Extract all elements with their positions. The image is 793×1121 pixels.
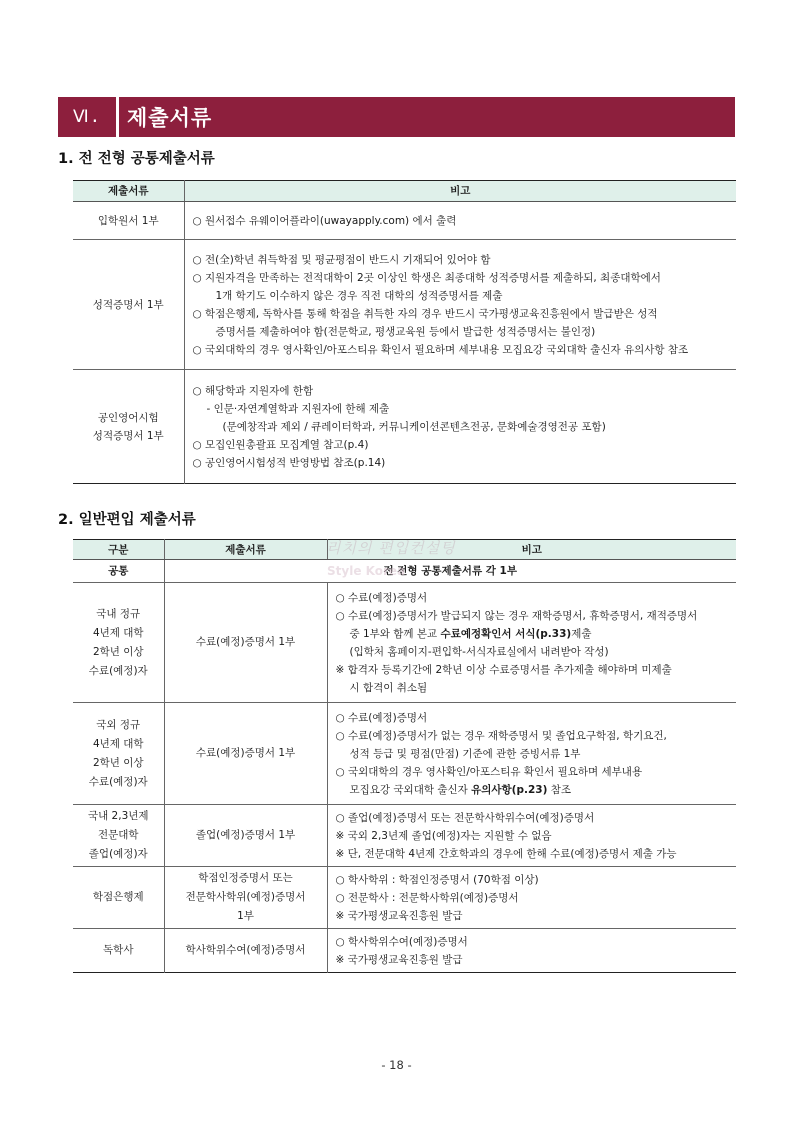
document-cell: 졸업(예정)증명서 1부	[164, 805, 327, 867]
table-row	[73, 202, 736, 240]
notice-reference: 유의사항(p.23)	[471, 783, 548, 796]
watermark-subtext: Style Korea	[327, 564, 406, 578]
header-remarks: 비고	[327, 540, 736, 560]
table-header-row	[73, 540, 736, 560]
remarks-cell: ○ 학사학위 : 학점인정증명서 (70학점 이상) ○ 전문학사 : 전문학사학위(예정)증명서 ※ 국가평생교육진흥원 발급	[327, 867, 736, 929]
document-cell: 학사학위수여(예정)증명서	[164, 929, 327, 973]
category-cell: 국내 정규 4년제 대학 2학년 이상 수료(예정)자	[73, 583, 164, 703]
remarks-cell: ○ 수료(예정)증명서 ○ 수료(예정)증명서가 없는 경우 재학증명서 및 졸업요구학점, 학기요건, 성적 등급 및 평점(만점) 기준에 관한 증빙서류 1부 ○ 국외대학의 경우 영사확인/아포스티유 확인서 필요하며 세부내용 모집요강 국외대학 출신자 유의사항(p.23) 참조	[327, 703, 736, 805]
category-cell: 국내 2,3년제 전문대학 졸업(예정)자	[73, 805, 164, 867]
page-number: - 18 -	[381, 1058, 412, 1072]
header-remarks: 비고	[184, 181, 736, 202]
table-row	[73, 240, 736, 370]
table-row	[73, 583, 736, 703]
common-text: 전 전형 공통제출서류 각 1부	[164, 560, 736, 583]
table-row	[73, 929, 736, 973]
header-document: 제출서류	[164, 540, 327, 560]
document-cell: 수료(예정)증명서 1부	[164, 583, 327, 703]
document-name: 성적증명서 1부	[73, 240, 184, 370]
form-reference: 수료예정확인서 서식(p.33)	[440, 627, 572, 640]
common-row	[73, 560, 736, 583]
category-cell: 학점은행제	[73, 867, 164, 929]
table-row	[73, 805, 736, 867]
remarks-cell: ○ 졸업(예정)증명서 또는 전문학사학위수여(예정)증명서 ※ 국외 2,3년제 졸업(예정)자는 지원할 수 없음 ※ 단, 전문대학 4년제 간호학과의 경우에 한해 수료(예정)증명서 제출 가능	[327, 805, 736, 867]
document-cell: 학점인정증명서 또는 전문학사학위(예정)증명서 1부	[164, 867, 327, 929]
header-document: 제출서류	[73, 181, 184, 202]
document-cell: 수료(예정)증명서 1부	[164, 703, 327, 805]
common-documents-table	[73, 180, 736, 484]
remarks-cell: ○ 학사학위수여(예정)증명서 ※ 국가평생교육진흥원 발급	[327, 929, 736, 973]
table-row	[73, 370, 736, 484]
table-header-row	[73, 181, 736, 202]
chapter-number: Ⅵ.	[73, 107, 101, 127]
common-label: 공통	[73, 560, 164, 583]
document-name: 공인영어시험 성적증명서 1부	[73, 370, 184, 484]
document-remarks: ○ 해당학과 지원자에 한함 - 인문·자연계열학과 지원자에 한해 제출 (문예창작과 제외 / 큐레이터학과, 커뮤니케이션콘텐츠전공, 문화예술경영전공 포함) ○ 모집인원총괄표 모집계열 참고(p.4) ○ 공인영어시험성적 반영방법 참조(p.14)	[184, 370, 736, 484]
section2-heading: 2. 일반편입 제출서류	[58, 512, 196, 528]
remarks-cell: ○ 수료(예정)증명서 ○ 수료(예정)증명서가 발급되지 않는 경우 재학증명서, 휴학증명서, 재적증명서 중 1부와 함께 본교 수료예정확인서 서식(p.33)제출 (입학처 홈페이지-편입학-서식자료실에서 내려받아 작성) ※ 합격자 등록기간에 2학년 이상 수료증명서를 추가제출 해야하며 미제출 시 합격이 취소됨	[327, 583, 736, 703]
category-cell: 국외 정규 4년제 대학 2학년 이상 수료(예정)자	[73, 703, 164, 805]
category-cell: 독학사	[73, 929, 164, 973]
watermark-text: 리치의 편입컨설팅	[326, 539, 456, 557]
chapter-title: 제출서류	[127, 106, 213, 130]
header-category: 구분	[73, 540, 164, 560]
document-remarks: ○ 원서접수 유웨이어플라이(uwayapply.com) 에서 출력	[184, 202, 736, 240]
chapter-banner	[58, 97, 735, 137]
document-name: 입학원서 1부	[73, 202, 184, 240]
document-remarks: ○ 전(全)학년 취득학점 및 평균평점이 반드시 기재되어 있어야 함 ○ 지원자격을 만족하는 전적대학이 2곳 이상인 학생은 최종대학 성적증명서를 제출하되, 최종대학에서 1개 학기도 이수하지 않은 경우 직전 대학의 성적증명서를 제출 ○ 학점은행제, 독학사를 통해 학점을 취득한 자의 경우 반드시 국가평생교육진흥원에서 발급받은 성적 증명서를 제출하여야 함(전문학교, 평생교육원 등에서 발급한 성적증명서는 불인정) ○ 국외대학의 경우 영사확인/아포스티유 확인서 필요하며 세부내용 모집요강 국외대학 출신자 유의사항 참조	[184, 240, 736, 370]
general-transfer-documents-table	[73, 539, 736, 973]
table-row	[73, 867, 736, 929]
section1-heading: 1. 전 전형 공통제출서류	[58, 151, 215, 167]
table-row	[73, 703, 736, 805]
